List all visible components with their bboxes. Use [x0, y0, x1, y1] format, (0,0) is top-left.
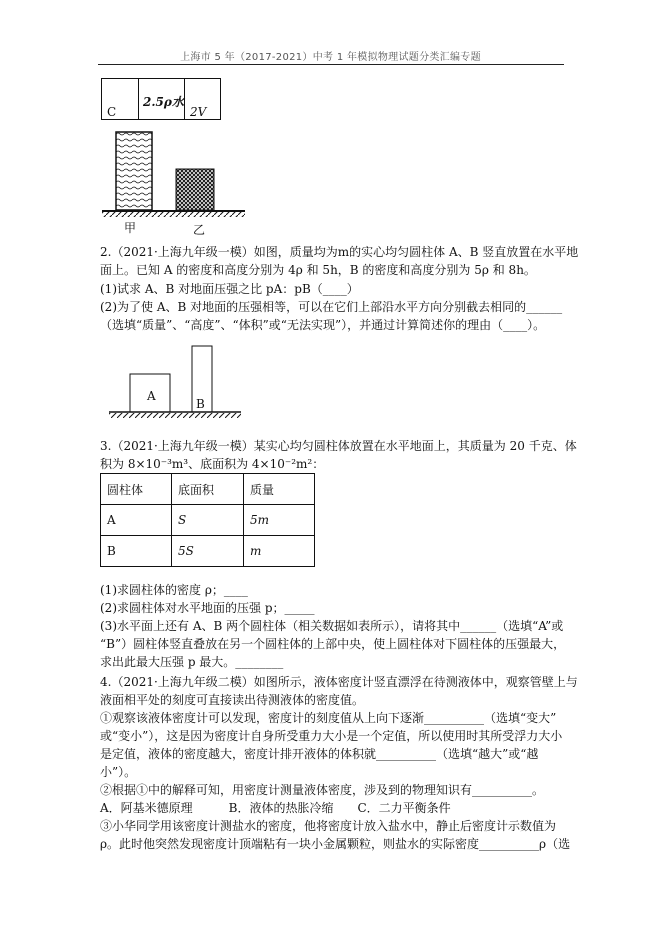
page-header-title: 上海市 5 年（2017-2021）中考 1 年模拟物理试题分类汇编专题	[180, 52, 481, 63]
q4-line-2: 液面相平处的刻度可直接读出待测液体的密度值。	[100, 693, 365, 707]
figure-jia-yi	[100, 125, 250, 237]
table-cell: A	[101, 505, 172, 536]
top-table-text: C	[107, 105, 117, 119]
q4-line-4: 或“变小”），这是因为密度计自身所受重力大小是一个定值，所以使用时其所受浮力大小	[100, 729, 563, 743]
q4-line-10: ρ。此时他突然发现密度计顶端粘有一块小金属颗粒，则盐水的实际密度__________ρ（选	[100, 837, 571, 851]
label-a: A	[147, 389, 156, 403]
table-header-cell: 质量	[244, 474, 315, 505]
q3-data-table	[100, 473, 315, 567]
container-jia	[116, 132, 152, 210]
block-yi	[176, 169, 214, 210]
q4-line-7: ②根据①中的解释可知，用密度计测量液体密度，涉及到的物理知识有__________。	[100, 783, 545, 797]
table-cell: m	[244, 536, 315, 567]
q4-line-3: ①观察该液体密度计可以发现，密度计的刻度值从上向下逐渐__________（选填“变大”	[100, 711, 557, 725]
table-cell: S	[172, 505, 244, 536]
table-cell: 5S	[172, 536, 244, 567]
q4-line-5: 是定值，液体的密度越大，密度计排开液体的体积就__________（选填“越大”或“越	[100, 747, 539, 761]
q2-line-3: (1)试求 A、B 对地面压强之比 pA：pB（____）	[100, 282, 359, 296]
top-table-text: 2V	[190, 105, 207, 119]
top-table-cell-density	[138, 78, 185, 120]
q4-line-8: A．阿基米德原理 B．液体的热胀冷缩 C．二力平衡条件	[100, 801, 451, 815]
q2-line-4: (2)为了使 A、B 对地面的压强相等，可以在它们上部沿水平方向分别截去相同的______	[100, 300, 563, 314]
table-row	[101, 505, 315, 536]
figure-ab	[105, 340, 245, 420]
table-header-row	[101, 474, 315, 505]
header-divider	[98, 64, 564, 65]
top-table-cell-volume	[184, 78, 221, 120]
label-yi: 乙	[193, 223, 206, 237]
q3-line-2: 积为 8×10⁻³m³、底面积为 4×10⁻²m²：	[100, 457, 325, 471]
q2-line-1: 2.（2021·上海九年级一模）如图，质量均为m的实心均匀圆柱体 A、B 竖直放置在水平地	[100, 245, 579, 259]
q3-sub-3a: (3)水平面上还有 A、B 两个圆柱体（相关数据如表所示），请将其中______（选填“A”或	[100, 619, 564, 633]
table-row	[101, 536, 315, 567]
table-cell: 5m	[244, 505, 315, 536]
q3-sub-3b: “B”）圆柱体竖直叠放在另一个圆柱体的上部中央，使上圆柱体对下圆柱体的压强最大，	[100, 637, 566, 651]
q3-line-1: 3.（2021·上海九年级一模）某实心均匀圆柱体放置在水平地面上，其质量为 20 千克、体	[100, 439, 577, 453]
top-table-text: 2.5ρ水	[143, 95, 184, 109]
table-header-cell: 底面积	[172, 474, 244, 505]
q4-line-9: ③小华同学用该密度计测盐水的密度，他将密度计放入盐水中，静止后密度计示数值为	[100, 819, 557, 833]
label-jia: 甲	[124, 221, 137, 235]
top-table-cell-c	[101, 78, 139, 120]
q3-sub-1: (1)求圆柱体的密度 ρ；____	[100, 583, 248, 597]
q3-sub-3c: 求出此最大压强 p 最大。________	[100, 655, 284, 669]
q2-line-2: 面上。已知 A 的密度和高度分别为 4ρ 和 5h，B 的密度和高度分别为 5ρ 和 8h。	[100, 263, 536, 277]
q3-sub-2: (2)求圆柱体对水平地面的压强 p；_____	[100, 601, 315, 615]
label-b: B	[196, 397, 205, 411]
q4-line-1: 4.（2021·上海九年级二模）如图所示，液体密度计竖直漂浮在待测液体中，观察管壁上与	[100, 675, 578, 689]
table-cell: B	[101, 536, 172, 567]
table-header-cell: 圆柱体	[101, 474, 172, 505]
q4-line-6: 小”）。	[100, 765, 137, 779]
q2-line-5: （选填“质量”、“高度”、“体积”或“无法实现”），并通过计算简述你的理由（____）。	[100, 318, 546, 332]
